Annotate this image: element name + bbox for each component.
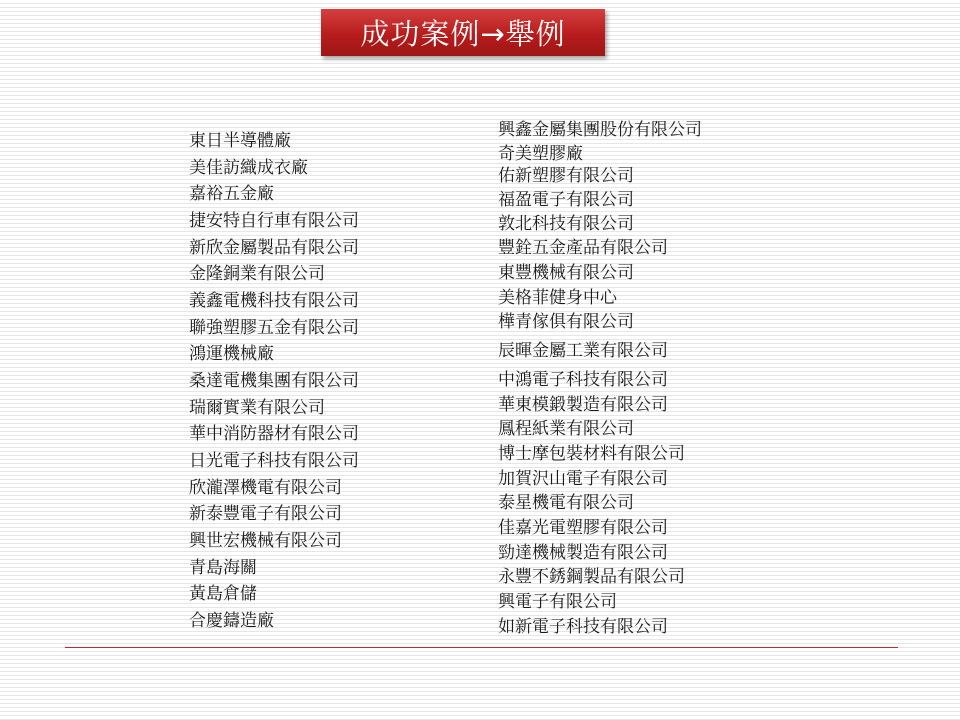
- list-item: 奇美塑膠廠: [498, 144, 583, 164]
- list-item: 佳嘉光電塑膠有限公司: [498, 518, 668, 538]
- list-item: 華東模鍛製造有限公司: [498, 395, 668, 415]
- list-item: 中鴻電子科技有限公司: [498, 370, 668, 390]
- list-item: 義鑫電機科技有限公司: [189, 291, 359, 311]
- list-item: 桑達電機集團有限公司: [189, 371, 359, 391]
- list-item: 欣瀧澤機電有限公司: [189, 478, 342, 498]
- list-item: 合慶鑄造廠: [189, 611, 274, 631]
- list-item: 興電子有限公司: [498, 592, 617, 612]
- list-item: 金隆銅業有限公司: [189, 264, 325, 284]
- list-item: 興鑫金屬集團股份有限公司: [498, 120, 702, 140]
- footer-divider: [65, 647, 898, 648]
- list-item: 永豐不銹鋼製品有限公司: [498, 567, 685, 587]
- title-banner: [321, 9, 605, 56]
- list-item: 新欣金屬製品有限公司: [189, 238, 359, 258]
- list-item: 興世宏機械有限公司: [189, 531, 342, 551]
- list-item: 捷安特自行車有限公司: [189, 211, 359, 231]
- list-item: 鴻運機械廠: [189, 344, 274, 364]
- list-item: 東豐機械有限公司: [498, 263, 634, 283]
- list-item: 黃島倉儲: [189, 584, 257, 604]
- list-item: 日光電子科技有限公司: [189, 451, 359, 471]
- list-item: 華中消防器材有限公司: [189, 424, 359, 444]
- list-item: 新泰豐電子有限公司: [189, 504, 342, 524]
- list-item: 美佳訪織成衣廠: [189, 158, 308, 178]
- list-item: 鳳程紙業有限公司: [498, 419, 634, 439]
- list-item: 東日半導體廠: [189, 131, 291, 151]
- list-item: 佑新塑膠有限公司: [498, 166, 634, 186]
- list-item: 美格菲健身中心: [498, 288, 617, 308]
- list-item: 敦北科技有限公司: [498, 214, 634, 234]
- list-item: 青島海關: [189, 558, 257, 578]
- list-item: 瑞爾實業有限公司: [189, 398, 325, 418]
- list-item: 如新電子科技有限公司: [498, 617, 668, 637]
- list-item: 勁達機械製造有限公司: [498, 543, 668, 563]
- list-item: 樺青傢俱有限公司: [498, 312, 634, 332]
- list-item: 聯強塑膠五金有限公司: [189, 318, 359, 338]
- list-item: 加賀沢山電子有限公司: [498, 469, 668, 489]
- list-item: 福盈電子有限公司: [498, 190, 634, 210]
- list-item: 博士摩包裝材料有限公司: [498, 444, 685, 464]
- list-item: 泰星機電有限公司: [498, 493, 634, 513]
- list-item: 辰暉金屬工業有限公司: [498, 341, 668, 361]
- list-item: 嘉裕五金廠: [189, 184, 274, 204]
- list-item: 豐銓五金產品有限公司: [498, 238, 668, 258]
- slide-title: 成功案例→舉例: [360, 17, 566, 51]
